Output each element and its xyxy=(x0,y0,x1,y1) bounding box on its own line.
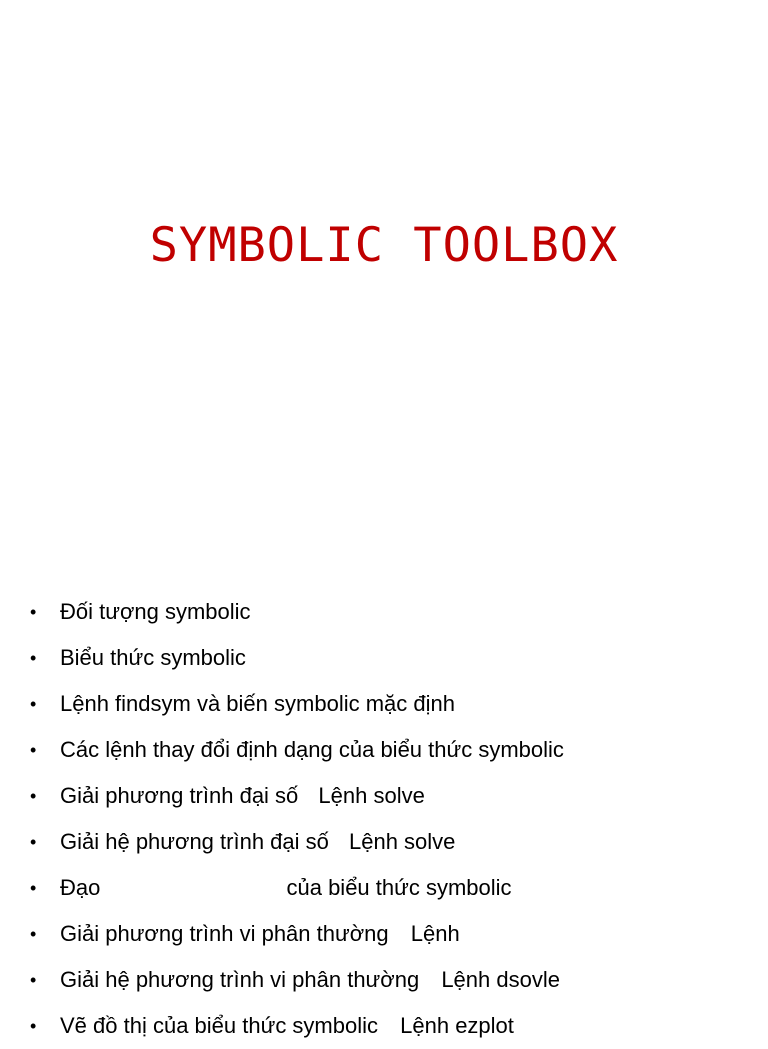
list-item xyxy=(0,635,768,681)
list-item xyxy=(0,589,768,635)
bullet-icon: • xyxy=(30,924,37,944)
slide-title: SYMBOLIC TOOLBOX xyxy=(149,218,619,273)
bullet-text: Biểu thức symbolic xyxy=(60,645,246,670)
bullet-icon: • xyxy=(30,740,37,760)
bullet-text: Lệnh findsym và biến symbolic mặc định xyxy=(60,691,455,716)
list-item xyxy=(0,727,768,773)
bullet-text: Đối tượng symbolic xyxy=(60,599,251,624)
bullet-text: Đạo của biểu thức symbolic xyxy=(60,875,512,900)
list-item xyxy=(0,865,768,911)
bullet-icon: • xyxy=(30,832,37,852)
bullet-text: Vẽ đồ thị của biểu thức symbolic Lệnh ezplot xyxy=(60,1013,514,1038)
bullet-text: Giải hệ phương trình đại số Lệnh solve xyxy=(60,829,456,854)
list-item xyxy=(0,957,768,1003)
list-item xyxy=(0,1003,768,1049)
bullet-icon: • xyxy=(30,694,37,714)
list-item xyxy=(0,911,768,957)
bullet-icon: • xyxy=(30,648,37,668)
bullet-icon: • xyxy=(30,878,37,898)
bullet-icon: • xyxy=(30,786,37,806)
bullet-text: Giải phương trình vi phân thường Lệnh xyxy=(60,921,460,946)
bullet-icon: • xyxy=(30,1016,37,1036)
list-item xyxy=(0,819,768,865)
bullet-icon: • xyxy=(30,970,37,990)
list-item xyxy=(0,681,768,727)
bullet-text: Giải phương trình đại số Lệnh solve xyxy=(60,783,425,808)
bullet-icon: • xyxy=(30,602,37,622)
list-item xyxy=(0,773,768,819)
bullet-list xyxy=(0,589,768,1049)
bullet-text: Giải hệ phương trình vi phân thường Lệnh dsovle xyxy=(60,967,560,992)
bullet-text: Các lệnh thay đổi định dạng của biểu thức symbolic xyxy=(60,737,564,762)
